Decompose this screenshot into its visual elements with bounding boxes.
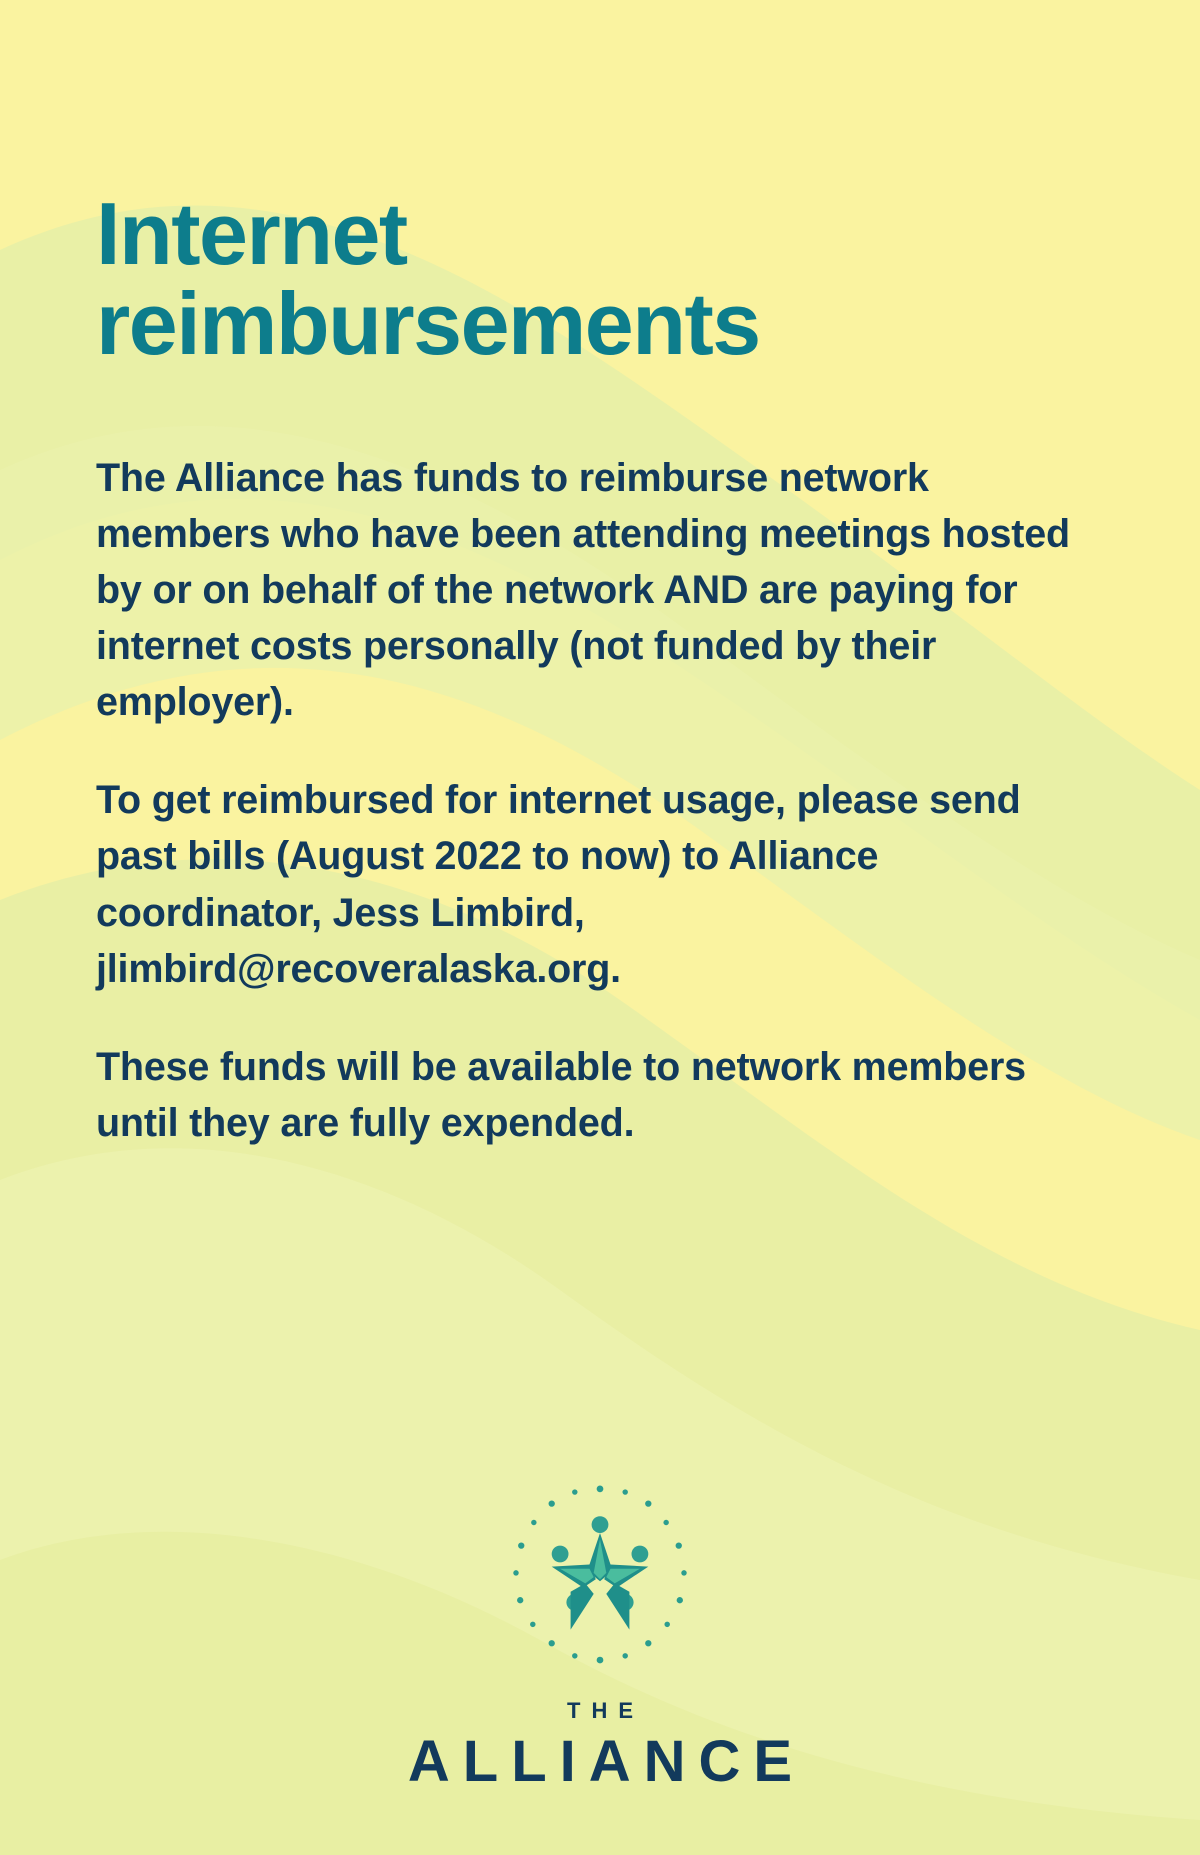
- logo-text-the: THE: [567, 1698, 644, 1723]
- paragraph-2: To get reimbursed for internet usage, please send past bills (August 2022 to now) to Alliance coordinator, Jess Limbird, jlimbird@recoveralaska.org.: [96, 778, 1021, 991]
- alliance-star-logo-icon: [495, 1470, 705, 1680]
- paragraph-3: These funds will be available to network members until they are fully expended.: [96, 1044, 1026, 1145]
- body-copy: [96, 450, 1096, 1151]
- logo-lockup: [0, 1470, 1200, 1795]
- page-title: Internet reimbursements: [96, 183, 760, 373]
- paragraph-1: The Alliance has funds to reimburse network members who have been attending meetings hosted by or on behalf of the network AND are paying for internet costs personally (not funded by their employer).: [96, 456, 1070, 725]
- logo-text-alliance: ALLIANCE: [407, 1729, 806, 1794]
